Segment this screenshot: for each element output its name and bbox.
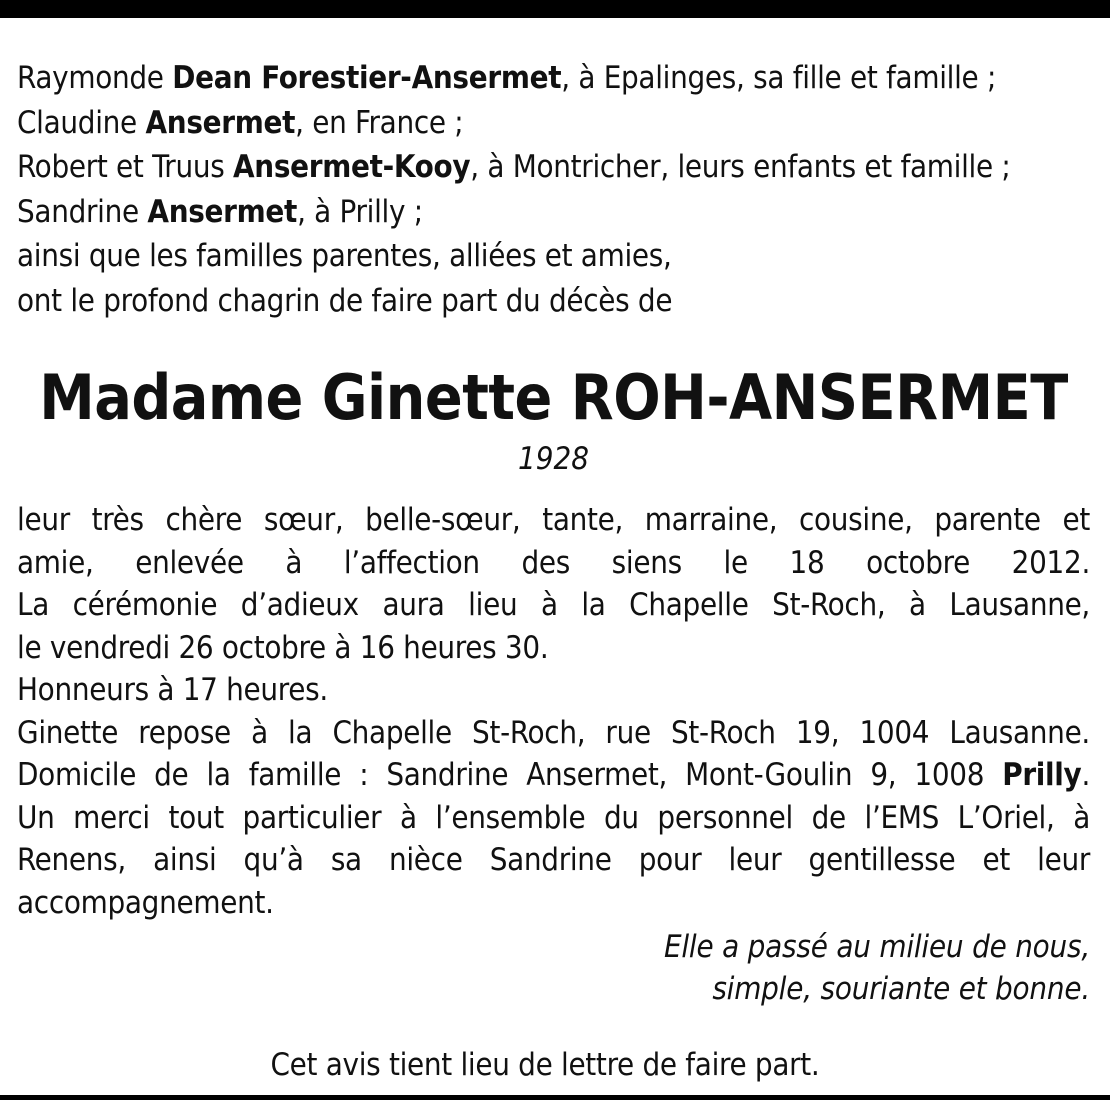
family-line-text: , à Prilly ;	[297, 193, 423, 230]
family-line-surname: Dean Forestier-Ansermet	[172, 60, 562, 96]
quote-line: Elle a passé au milieu de nous,	[663, 929, 1090, 965]
family-line-text: Claudine	[17, 104, 146, 141]
body-line: Ginette repose à la Chapelle St-Roch, rue St-Roch 19, 1004 Lausanne.	[17, 714, 1090, 751]
body-line: Renens, ainsi qu’à sa nièce Sandrine pour leur gentillesse et leur	[17, 842, 1090, 878]
address-period: .	[1081, 757, 1090, 793]
family-line-text: , en France ;	[295, 104, 464, 141]
family-line-surname: Ansermet	[147, 193, 298, 230]
address-town: Prilly	[1002, 757, 1082, 793]
closing-note: Cet avis tient lieu de lettre de faire part.	[270, 1047, 820, 1083]
family-line	[17, 234, 1090, 279]
body-line: La cérémonie d’adieux aura lieu à la Chapelle St-Roch, à Lausanne,	[17, 587, 1090, 623]
bottom-border-rule	[0, 1095, 1110, 1100]
family-line-surname: Ansermet	[145, 104, 296, 141]
family-line	[17, 101, 1090, 146]
family-line-surname: Ansermet-Kooy	[232, 149, 471, 185]
family-line	[17, 190, 1090, 235]
body-line: le vendredi 26 octobre à 16 heures 30.	[17, 629, 549, 666]
obituary-notice	[17, 56, 1090, 1086]
body-line: Un merci tout particulier à l’ensemble du personnel de l’EMS L’Oriel, à	[17, 799, 1090, 836]
family-line-text: Robert et Truus	[17, 149, 233, 185]
family-line-text: Sandrine	[17, 193, 148, 230]
family-line-text: ainsi que les familles parentes, alliées et amies,	[17, 238, 672, 274]
family-line-text: , à Montricher, leurs enfants et famille ;	[470, 149, 1011, 185]
top-border-rule	[0, 0, 1110, 18]
family-line	[17, 145, 1090, 190]
body-line: amie, enlevée à l’affection des siens le 18 octobre 2012.	[17, 544, 1090, 581]
body-line: Honneurs à 17 heures.	[17, 672, 328, 708]
memorial-quote	[17, 926, 1090, 1010]
body-line: accompagnement.	[17, 884, 274, 921]
body-line: leur très chère sœur, belle-sœur, tante, marraine, cousine, parente et	[17, 502, 1090, 538]
family-line-text: Raymonde	[17, 60, 173, 96]
family-line	[17, 56, 1090, 101]
address-text: Domicile de la famille : Sandrine Ansermet, Mont-Goulin 9, 1008	[17, 757, 1003, 793]
birth-year: 1928	[518, 441, 589, 477]
family-line	[17, 279, 1090, 324]
family-address-line	[17, 754, 1090, 797]
family-line-text: , à Epalinges, sa fille et famille ;	[561, 60, 997, 96]
deceased-name: Madame Ginette ROH-ANSERMET	[39, 361, 1068, 434]
family-announcement	[17, 56, 1090, 323]
family-line-text: ont le profond chagrin de faire part du décès de	[17, 282, 673, 319]
quote-line: simple, souriante et bonne.	[712, 971, 1090, 1007]
obituary-body	[17, 499, 1090, 924]
